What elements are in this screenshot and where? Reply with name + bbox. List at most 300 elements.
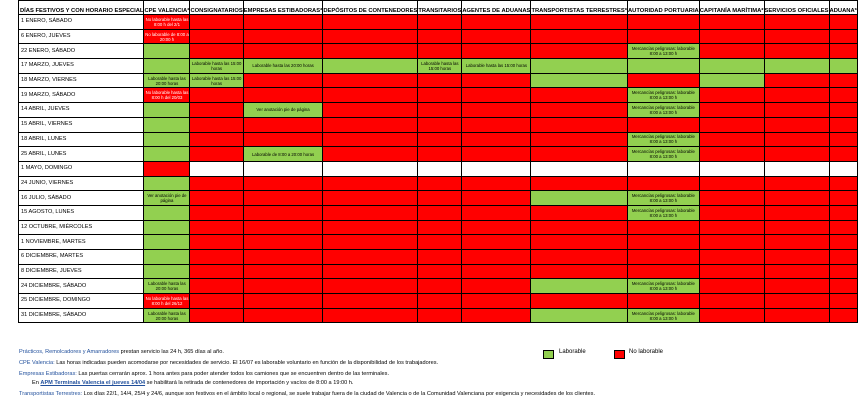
table-row <box>19 235 858 250</box>
row-date: 6 DICIEMBRE, MARTES <box>19 250 144 265</box>
status-cell <box>628 264 700 279</box>
status-cell <box>418 117 462 132</box>
status-cell <box>764 279 829 294</box>
status-cell <box>190 88 243 103</box>
status-cell <box>462 15 531 30</box>
status-cell <box>243 132 323 147</box>
status-cell <box>764 103 829 118</box>
row-date: 22 ENERO, SÁBADO <box>19 44 144 59</box>
status-cell <box>699 308 764 323</box>
status-cell <box>829 205 857 220</box>
note-estibadoras <box>19 371 389 378</box>
note-estibadoras-label: Empresas Estibadoras: <box>19 371 77 377</box>
status-cell: Mercancías peligrosas: laborable 8:00 a 13:00 h <box>628 191 700 206</box>
status-cell <box>764 308 829 323</box>
status-cell <box>144 161 190 176</box>
row-date: 12 OCTUBRE, MIÉRCOLES <box>19 220 144 235</box>
status-cell <box>764 73 829 88</box>
status-cell <box>764 176 829 191</box>
table-row <box>19 29 858 44</box>
row-date: 1 ENERO, SÁBADO <box>19 15 144 30</box>
row-date: 14 ABRIL, JUEVES <box>19 103 144 118</box>
status-cell: Mercancías peligrosas: laborable 8:00 a 13:00 h <box>628 44 700 59</box>
column-header-2: CONSIGNATARIOS <box>190 1 243 15</box>
status-cell <box>699 176 764 191</box>
status-cell <box>628 176 700 191</box>
status-cell <box>144 235 190 250</box>
status-cell <box>531 176 628 191</box>
status-cell <box>829 250 857 265</box>
status-cell <box>829 29 857 44</box>
status-cell <box>699 59 764 74</box>
status-cell <box>829 44 857 59</box>
status-cell <box>418 44 462 59</box>
status-cell <box>531 29 628 44</box>
status-cell <box>628 59 700 74</box>
status-cell <box>190 132 243 147</box>
status-cell <box>190 15 243 30</box>
status-cell: Ver anotación pie de página <box>243 103 323 118</box>
status-cell: Laborable de 8:00 a 20:00 horas <box>243 147 323 162</box>
status-cell <box>829 59 857 74</box>
status-cell <box>462 235 531 250</box>
table-row <box>19 59 858 74</box>
status-cell <box>628 29 700 44</box>
status-cell <box>243 250 323 265</box>
status-cell <box>243 117 323 132</box>
status-cell <box>699 73 764 88</box>
status-cell <box>462 29 531 44</box>
status-cell <box>764 264 829 279</box>
row-date: 16 JULIO, SÁBADO <box>19 191 144 206</box>
table-row <box>19 44 858 59</box>
status-cell <box>829 132 857 147</box>
status-cell <box>323 264 418 279</box>
status-cell <box>531 161 628 176</box>
note-cpe <box>19 360 438 367</box>
table-body <box>19 15 858 323</box>
status-cell <box>699 44 764 59</box>
status-cell <box>531 308 628 323</box>
status-cell <box>243 161 323 176</box>
note-cpe-label: CPE Valencia: <box>19 360 55 366</box>
status-cell <box>699 205 764 220</box>
table-row <box>19 176 858 191</box>
status-cell <box>243 205 323 220</box>
note-cpe-text: Las horas indicadas pueden acomodarse por necesidades de servicio. El 16/07 es laborable voluntario en función de la disponibilidad de los trabajadores. <box>54 360 439 366</box>
status-cell <box>243 235 323 250</box>
status-cell <box>531 294 628 309</box>
status-cell <box>190 191 243 206</box>
status-cell: Mercancías peligrosas: laborable 8:00 a 13:00 h <box>628 147 700 162</box>
status-cell <box>418 308 462 323</box>
status-cell <box>531 103 628 118</box>
status-cell <box>829 88 857 103</box>
row-date: 1 MAYO, DOMINGO <box>19 161 144 176</box>
status-cell <box>699 250 764 265</box>
legend-no-laborable-label: No laborable <box>629 349 664 355</box>
status-cell <box>628 161 700 176</box>
status-cell <box>323 73 418 88</box>
status-cell <box>190 29 243 44</box>
legend-no-laborable-swatch <box>614 350 625 359</box>
status-cell <box>531 44 628 59</box>
status-cell <box>190 147 243 162</box>
status-cell <box>829 264 857 279</box>
status-cell <box>243 15 323 30</box>
status-cell <box>144 250 190 265</box>
row-date: 18 ABRIL, LUNES <box>19 132 144 147</box>
row-date: 19 MARZO, SÁBADO <box>19 88 144 103</box>
note-apm-text: se habilitará la retirada de contenedores de importación y vacíos de 8:00 a 19:00 h. <box>145 380 354 386</box>
row-date: 25 DICIEMBRE, DOMINGO <box>19 294 144 309</box>
status-cell <box>462 279 531 294</box>
table-row <box>19 117 858 132</box>
status-cell: Laborable hasta las 15:00 horas <box>190 59 243 74</box>
status-cell <box>190 294 243 309</box>
status-cell <box>323 117 418 132</box>
status-cell: No laborable de 8:00 a 20:00 h <box>144 29 190 44</box>
status-cell <box>531 250 628 265</box>
row-date: 17 MARZO, JUEVES <box>19 59 144 74</box>
status-cell <box>323 279 418 294</box>
row-date: 24 DICIEMBRE, SÁBADO <box>19 279 144 294</box>
status-cell <box>323 294 418 309</box>
status-cell: Mercancías peligrosas: laborable 8:00 a 13:00 h <box>628 308 700 323</box>
status-cell <box>764 191 829 206</box>
status-cell <box>628 15 700 30</box>
status-cell <box>190 279 243 294</box>
status-cell <box>144 59 190 74</box>
status-cell <box>323 235 418 250</box>
status-cell <box>144 176 190 191</box>
status-cell <box>418 29 462 44</box>
status-cell <box>190 103 243 118</box>
status-cell <box>531 264 628 279</box>
note-practicos-label: Prácticos, Remolcadores y Amarradores <box>19 349 120 355</box>
status-cell <box>628 220 700 235</box>
status-cell <box>829 308 857 323</box>
status-cell <box>243 176 323 191</box>
status-cell <box>699 132 764 147</box>
status-cell <box>418 73 462 88</box>
status-cell <box>829 161 857 176</box>
status-cell <box>699 235 764 250</box>
status-cell <box>418 161 462 176</box>
status-cell <box>764 117 829 132</box>
table-row <box>19 132 858 147</box>
status-cell: Ver anotación pie de página <box>144 191 190 206</box>
status-cell <box>829 73 857 88</box>
status-cell <box>764 147 829 162</box>
column-header-9: CAPITANÍA MARÍTIMA* <box>699 1 764 15</box>
status-cell <box>144 103 190 118</box>
table-row <box>19 279 858 294</box>
row-date: 1 NOVIEMBRE, MARTES <box>19 235 144 250</box>
status-cell <box>829 279 857 294</box>
status-cell <box>243 191 323 206</box>
status-cell <box>462 44 531 59</box>
status-cell <box>462 264 531 279</box>
status-cell <box>829 117 857 132</box>
status-cell <box>190 235 243 250</box>
status-cell <box>531 15 628 30</box>
status-cell <box>462 176 531 191</box>
legend-laborable-swatch <box>543 350 554 359</box>
status-cell <box>418 279 462 294</box>
status-cell <box>829 15 857 30</box>
column-header-3: EMPRESAS ESTIBADORAS* <box>243 1 323 15</box>
status-cell <box>418 264 462 279</box>
header-row <box>19 1 858 15</box>
status-cell: Mercancías peligrosas: laborable 8:00 a 13:00 h <box>628 279 700 294</box>
table-row <box>19 161 858 176</box>
status-cell <box>699 294 764 309</box>
status-cell <box>699 29 764 44</box>
status-cell <box>323 191 418 206</box>
status-cell <box>418 176 462 191</box>
status-cell <box>699 88 764 103</box>
status-cell <box>190 205 243 220</box>
status-cell <box>462 294 531 309</box>
status-cell <box>323 15 418 30</box>
table-row <box>19 15 858 30</box>
status-cell <box>323 103 418 118</box>
note-apm <box>32 380 353 387</box>
column-header-7: TRANSPORTISTAS TERRESTRES* <box>531 1 628 15</box>
status-cell <box>699 117 764 132</box>
status-cell <box>462 161 531 176</box>
status-cell <box>462 117 531 132</box>
table-row <box>19 250 858 265</box>
status-cell <box>462 132 531 147</box>
status-cell <box>418 88 462 103</box>
status-cell <box>462 103 531 118</box>
note-apm-label: APM Terminals Valencia el jueves 14/04 <box>40 380 146 386</box>
status-cell <box>144 132 190 147</box>
status-cell <box>243 294 323 309</box>
status-cell <box>764 205 829 220</box>
table-row <box>19 88 858 103</box>
status-cell <box>190 264 243 279</box>
column-header-1: CPE VALENCIA* <box>144 1 190 15</box>
status-cell <box>243 73 323 88</box>
status-cell: Laborable hasta las 15:00 horas <box>190 73 243 88</box>
status-cell <box>144 205 190 220</box>
status-cell <box>418 15 462 30</box>
note-practicos-text: prestan servicio las 24 h, 365 días al año. <box>119 349 224 355</box>
row-date: 24 JUNIO, VIERNES <box>19 176 144 191</box>
status-cell: Laborable hasta las 15:00 horas <box>418 59 462 74</box>
status-cell: Mercancías peligrosas: laborable 8:00 a 13:00 h <box>628 132 700 147</box>
status-cell <box>764 15 829 30</box>
status-cell <box>144 220 190 235</box>
status-cell <box>243 220 323 235</box>
table-row <box>19 264 858 279</box>
status-cell: Laborable hasta las 20:00 horas <box>144 73 190 88</box>
status-cell <box>418 147 462 162</box>
status-cell <box>418 250 462 265</box>
column-header-4: DEPÓSITOS DE CONTENEDORES <box>323 1 418 15</box>
status-cell <box>531 205 628 220</box>
status-cell <box>699 264 764 279</box>
row-date: 25 ABRIL, LUNES <box>19 147 144 162</box>
status-cell <box>699 15 764 30</box>
status-cell <box>323 205 418 220</box>
status-cell <box>764 88 829 103</box>
status-cell <box>243 308 323 323</box>
status-cell <box>531 220 628 235</box>
status-cell <box>418 103 462 118</box>
status-cell <box>190 250 243 265</box>
column-header-11: ADUANA* <box>829 1 857 15</box>
status-cell: Mercancías peligrosas: laborable 8:00 a 13:00 h <box>628 88 700 103</box>
status-cell <box>323 88 418 103</box>
status-cell <box>190 44 243 59</box>
table-row <box>19 103 858 118</box>
table-row <box>19 205 858 220</box>
status-cell <box>144 264 190 279</box>
row-date: 6 ENERO, JUEVES <box>19 29 144 44</box>
note-apm-prefix: En <box>32 380 41 386</box>
status-cell <box>323 176 418 191</box>
status-cell: Mercancías peligrosas: laborable 8:00 a 13:00 h <box>628 205 700 220</box>
status-cell <box>699 103 764 118</box>
column-header-8: AUTORIDAD PORTUARIA <box>628 1 700 15</box>
status-cell: No laborable hasta las 8:00 h del 20/03 <box>144 88 190 103</box>
status-cell <box>243 279 323 294</box>
row-date: 15 AGOSTO, LUNES <box>19 205 144 220</box>
status-cell: Laborable hasta las 15:00 horas <box>462 59 531 74</box>
status-cell <box>462 250 531 265</box>
status-cell <box>531 59 628 74</box>
status-cell <box>764 161 829 176</box>
status-cell <box>764 132 829 147</box>
status-cell <box>418 294 462 309</box>
status-cell <box>699 161 764 176</box>
status-cell <box>144 117 190 132</box>
status-cell <box>190 176 243 191</box>
row-date: 31 DICIEMBRE, SÁBADO <box>19 308 144 323</box>
status-cell <box>323 59 418 74</box>
note-transportistas <box>19 391 595 398</box>
status-cell <box>243 88 323 103</box>
table-row <box>19 191 858 206</box>
status-cell <box>462 191 531 206</box>
status-cell <box>531 147 628 162</box>
status-cell <box>829 235 857 250</box>
status-cell <box>418 191 462 206</box>
status-cell <box>323 44 418 59</box>
row-date: 8 DICIEMBRE, JUEVES <box>19 264 144 279</box>
status-cell <box>699 147 764 162</box>
column-header-5: TRANSITARIOS <box>418 1 462 15</box>
status-cell <box>190 220 243 235</box>
status-cell <box>699 220 764 235</box>
status-cell <box>462 205 531 220</box>
status-cell <box>829 103 857 118</box>
table-row <box>19 147 858 162</box>
status-cell <box>462 220 531 235</box>
status-cell <box>531 279 628 294</box>
status-cell <box>462 73 531 88</box>
status-cell: Laborable hasta las 20:00 horas <box>144 308 190 323</box>
status-cell <box>628 117 700 132</box>
status-cell <box>829 191 857 206</box>
row-date: 18 MARZO, VIERNES <box>19 73 144 88</box>
status-cell <box>531 235 628 250</box>
status-cell <box>764 250 829 265</box>
status-cell <box>462 147 531 162</box>
status-cell <box>243 44 323 59</box>
status-cell: Mercancías peligrosas: laborable 8:00 a 13:00 h <box>628 103 700 118</box>
status-cell <box>699 191 764 206</box>
status-cell: Laborable hasta las 20:00 horas <box>144 279 190 294</box>
status-cell <box>531 117 628 132</box>
status-cell <box>531 73 628 88</box>
status-cell <box>190 117 243 132</box>
status-cell <box>462 88 531 103</box>
note-transportistas-text: Los días 22/1, 14/4, 25/4 y 24/6, aunque son festivos en el ámbito local o regional, se suele trabajar fuera de la ciudad de Valencia o de la Comunidad Valenciana por exigencia y necesidades de los clientes. <box>82 391 595 397</box>
note-practicos <box>19 349 224 356</box>
status-cell <box>531 132 628 147</box>
status-cell: Laborable hasta las 20:00 horas <box>243 59 323 74</box>
status-cell <box>418 235 462 250</box>
holiday-schedule-table <box>18 0 858 323</box>
status-cell <box>323 220 418 235</box>
table-row <box>19 308 858 323</box>
status-cell <box>243 264 323 279</box>
status-cell <box>829 176 857 191</box>
status-cell: No laborable hasta las 8:00 h del 2/1 <box>144 15 190 30</box>
status-cell <box>829 220 857 235</box>
status-cell <box>418 132 462 147</box>
status-cell <box>462 308 531 323</box>
status-cell <box>764 29 829 44</box>
table-row <box>19 73 858 88</box>
status-cell <box>628 235 700 250</box>
status-cell <box>699 279 764 294</box>
column-header-10: SERVICIOS OFICIALES <box>764 1 829 15</box>
status-cell <box>190 308 243 323</box>
status-cell: No laborable hasta las 8:00 h del 26/12 <box>144 294 190 309</box>
status-cell <box>243 29 323 44</box>
status-cell <box>323 29 418 44</box>
status-cell <box>323 161 418 176</box>
legend-laborable-label: Laborable <box>559 349 586 355</box>
status-cell <box>531 88 628 103</box>
status-cell <box>628 250 700 265</box>
status-cell <box>764 294 829 309</box>
status-cell <box>323 250 418 265</box>
status-cell <box>144 147 190 162</box>
status-cell <box>144 44 190 59</box>
status-cell <box>418 205 462 220</box>
status-cell <box>323 147 418 162</box>
status-cell <box>323 132 418 147</box>
column-header-dates: DÍAS FESTIVOS Y CON HORARIO ESPECIAL <box>19 1 144 15</box>
status-cell <box>628 73 700 88</box>
row-date: 15 ABRIL, VIERNES <box>19 117 144 132</box>
status-cell <box>628 294 700 309</box>
status-cell <box>764 235 829 250</box>
status-cell <box>764 44 829 59</box>
status-cell <box>190 161 243 176</box>
status-cell <box>323 308 418 323</box>
note-estibadoras-text: Las puertas cerrarán aprox. 1 hora antes para poder atender todos los camiones que se encuentren dentro de las terminales. <box>76 371 390 377</box>
status-cell <box>829 147 857 162</box>
note-transportistas-label: Transportistas Terrestres: <box>19 391 83 397</box>
